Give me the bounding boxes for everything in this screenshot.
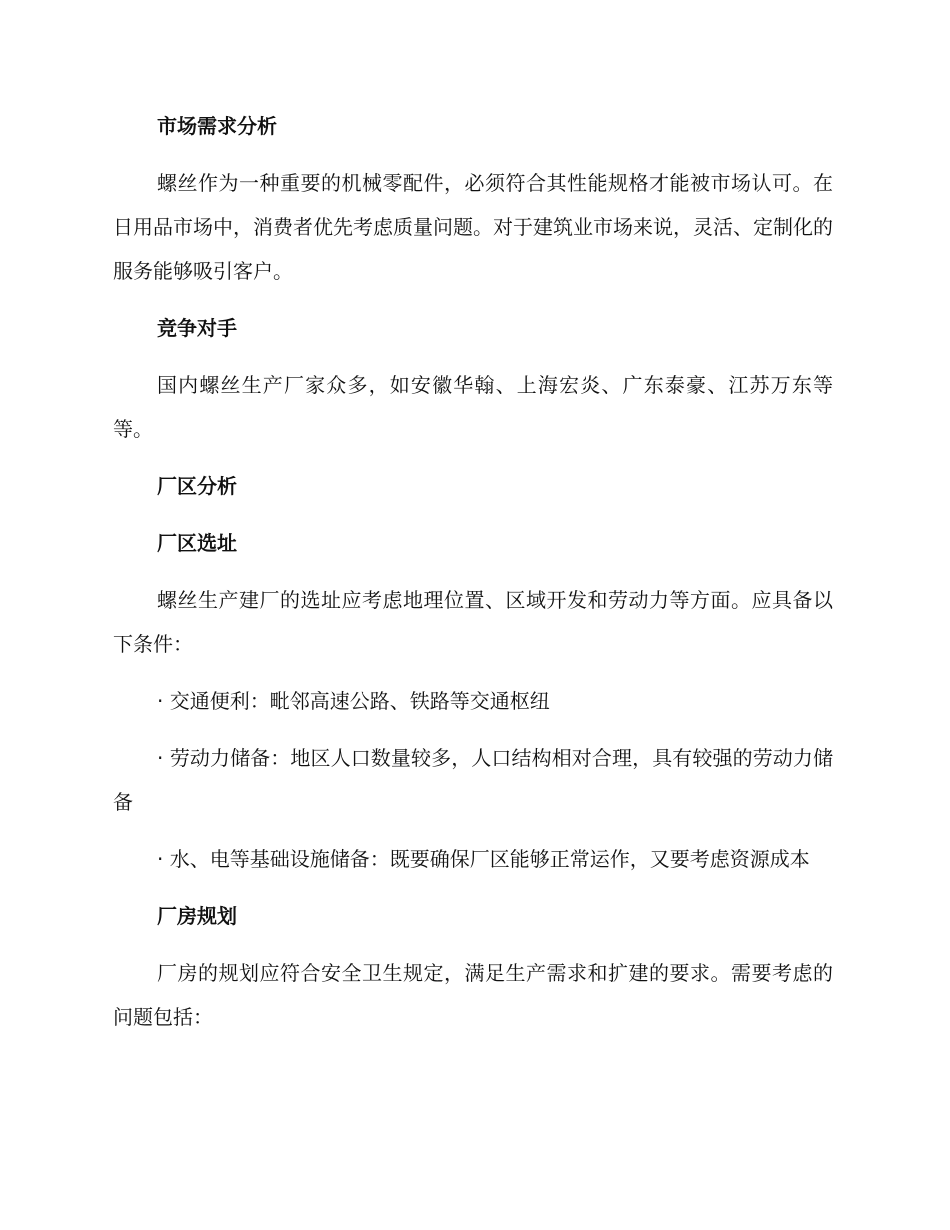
section-heading-plant-analysis: 厂区分析 bbox=[157, 474, 237, 498]
list-item-infrastructure: · 水、电等基础设施储备：既要确保厂区能够正常运作，又要考虑资源成本 bbox=[157, 847, 810, 871]
list-item-transport: · 交通便利：毗邻高速公路、铁路等交通枢纽 bbox=[157, 689, 550, 713]
section-heading-site-selection: 厂区选址 bbox=[157, 531, 237, 555]
list-item-labor: · 劳动力储备：地区人口数量较多，人口结构相对合理，具有较强的劳动力储备 bbox=[113, 746, 833, 814]
section-heading-plant-planning: 厂房规划 bbox=[157, 904, 237, 928]
paragraph-plant-planning: 厂房的规划应符合安全卫生规定，满足生产需求和扩建的要求。需要考虑的问题包括： bbox=[113, 961, 833, 1029]
paragraph-site-selection: 螺丝生产建厂的选址应考虑地理位置、区域开发和劳动力等方面。应具备以下条件： bbox=[113, 588, 833, 656]
section-heading-market-demand: 市场需求分析 bbox=[157, 114, 277, 138]
paragraph-market-demand: 螺丝作为一种重要的机械零配件，必须符合其性能规格才能被市场认可。在日用品市场中，消费者优先考虑质量问题。对于建筑业市场来说，灵活、定制化的服务能够吸引客户。 bbox=[113, 171, 833, 283]
section-heading-competitors: 竞争对手 bbox=[157, 316, 237, 340]
document-page bbox=[113, 104, 833, 1052]
paragraph-competitors: 国内螺丝生产厂家众多，如安徽华翰、上海宏炎、广东泰豪、江苏万东等等。 bbox=[113, 373, 833, 441]
